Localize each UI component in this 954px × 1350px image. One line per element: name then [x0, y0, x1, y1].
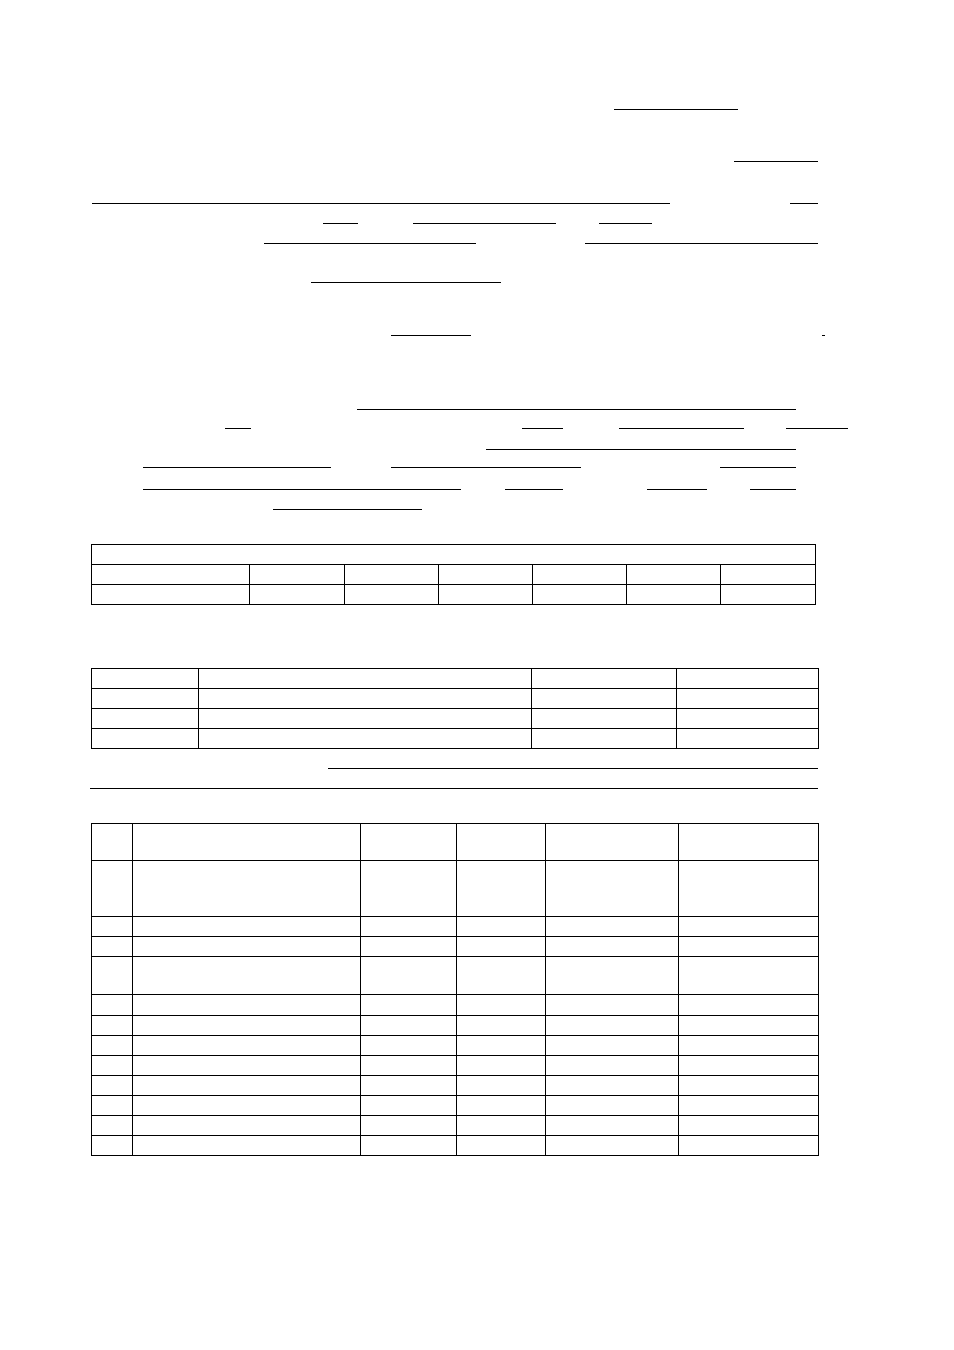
table-cell[interactable]	[679, 1055, 819, 1075]
table-cell[interactable]	[679, 1115, 819, 1135]
form-field-blank[interactable]	[143, 489, 461, 490]
form-field-blank[interactable]	[413, 223, 556, 224]
table-cell[interactable]	[361, 1095, 457, 1115]
table-cell[interactable]	[361, 957, 457, 995]
table-cell[interactable]	[361, 1055, 457, 1075]
form-field-blank[interactable]	[790, 203, 818, 204]
table-cell[interactable]	[457, 957, 546, 995]
table-cell[interactable]	[250, 565, 345, 585]
table-cell[interactable]	[627, 585, 721, 605]
table-cell[interactable]	[361, 861, 457, 917]
table-cell[interactable]	[546, 937, 679, 957]
form-field-blank[interactable]	[585, 243, 818, 244]
table-cell[interactable]	[546, 861, 679, 917]
table-cell[interactable]	[133, 1075, 361, 1095]
form-field-blank[interactable]	[734, 161, 818, 162]
form-field-blank[interactable]	[599, 223, 652, 224]
form-field-blank[interactable]	[647, 489, 707, 490]
table-cell[interactable]	[457, 1075, 546, 1095]
table-cell[interactable]	[439, 585, 533, 605]
table-row	[92, 709, 819, 729]
table-cell[interactable]	[92, 1135, 133, 1155]
table-row	[92, 585, 816, 605]
form-field-blank[interactable]	[391, 467, 581, 468]
table-cell[interactable]	[345, 585, 439, 605]
form-field-blank[interactable]	[391, 335, 471, 336]
table-title-row	[92, 545, 816, 565]
table-cell[interactable]	[532, 669, 677, 689]
form-field-blank[interactable]	[486, 449, 796, 450]
table-row	[92, 1095, 819, 1115]
table-cell[interactable]	[133, 1095, 361, 1115]
table-row	[92, 917, 819, 937]
table-cell[interactable]	[199, 669, 532, 689]
table-cell[interactable]	[199, 729, 532, 749]
table-cell[interactable]	[677, 709, 819, 729]
table-cell[interactable]	[457, 1095, 546, 1115]
form-field-blank[interactable]	[225, 428, 251, 429]
table-cell[interactable]	[546, 1015, 679, 1035]
table-cell[interactable]	[133, 861, 361, 917]
table-cell[interactable]	[457, 861, 546, 917]
table-cell[interactable]	[677, 669, 819, 689]
form-field-blank[interactable]	[328, 768, 818, 769]
table-cell[interactable]	[546, 1075, 679, 1095]
table-cell[interactable]	[721, 585, 816, 605]
table-row	[92, 565, 816, 585]
table-row	[92, 995, 819, 1015]
table-cell[interactable]	[92, 1075, 133, 1095]
table-cell[interactable]	[679, 861, 819, 917]
table-cell[interactable]	[533, 585, 627, 605]
form-field-blank[interactable]	[505, 489, 563, 490]
table-cell[interactable]	[92, 689, 199, 709]
table-cell[interactable]	[133, 937, 361, 957]
table-cell[interactable]	[92, 565, 250, 585]
table-cell[interactable]	[199, 689, 532, 709]
table-header-row	[92, 824, 819, 861]
form-field-blank[interactable]	[273, 509, 422, 510]
table-row	[92, 1075, 819, 1095]
table-cell[interactable]	[133, 917, 361, 937]
table-row	[92, 729, 819, 749]
table-row	[92, 1015, 819, 1035]
table-cell[interactable]	[679, 824, 819, 861]
form-field-blank[interactable]	[720, 467, 796, 468]
table-cell[interactable]	[679, 995, 819, 1015]
table-cell[interactable]	[92, 545, 816, 565]
table-cell[interactable]	[92, 729, 199, 749]
form-field-blank[interactable]	[750, 489, 796, 490]
table-cell[interactable]	[92, 1115, 133, 1135]
table-cell[interactable]	[92, 957, 133, 995]
table-cell[interactable]	[345, 565, 439, 585]
table-cell[interactable]	[92, 824, 133, 861]
table-cell[interactable]	[533, 565, 627, 585]
table-row	[92, 861, 819, 917]
form-field-blank[interactable]	[786, 428, 848, 429]
table-cell[interactable]	[457, 995, 546, 1015]
table-row	[92, 957, 819, 995]
table-row	[92, 1055, 819, 1075]
table-cell[interactable]	[92, 917, 133, 937]
table-cell[interactable]	[133, 1015, 361, 1035]
table-cell[interactable]	[546, 1135, 679, 1155]
table-cell[interactable]	[133, 1115, 361, 1135]
details-table	[91, 668, 819, 749]
table-row	[92, 689, 819, 709]
table-cell[interactable]	[361, 824, 457, 861]
table-cell[interactable]	[361, 1115, 457, 1135]
table-cell[interactable]	[546, 995, 679, 1015]
form-field-blank[interactable]	[92, 203, 670, 204]
table-cell[interactable]	[92, 1095, 133, 1115]
form-field-blank[interactable]	[614, 109, 738, 110]
table-cell[interactable]	[679, 1095, 819, 1115]
section-divider	[90, 788, 818, 789]
table-cell[interactable]	[92, 1035, 133, 1055]
table-cell[interactable]	[546, 957, 679, 995]
table-row	[92, 937, 819, 957]
table-row	[92, 1135, 819, 1155]
table-cell[interactable]	[546, 824, 679, 861]
table-cell[interactable]	[546, 1055, 679, 1075]
table-row	[92, 1035, 819, 1055]
items-table	[91, 823, 819, 1156]
table-cell[interactable]	[457, 917, 546, 937]
table-cell[interactable]	[679, 1135, 819, 1155]
table-cell[interactable]	[679, 1015, 819, 1035]
table-cell[interactable]	[677, 689, 819, 709]
table-cell[interactable]	[546, 1035, 679, 1055]
form-field-blank[interactable]	[264, 243, 476, 244]
period-mark	[822, 335, 825, 336]
form-field-blank[interactable]	[619, 428, 744, 429]
table-cell[interactable]	[361, 917, 457, 937]
table-cell[interactable]	[457, 1055, 546, 1075]
form-field-blank[interactable]	[143, 467, 331, 468]
table-cell[interactable]	[361, 1135, 457, 1155]
table-cell[interactable]	[361, 995, 457, 1015]
form-field-blank[interactable]	[522, 428, 563, 429]
table-cell[interactable]	[250, 585, 345, 605]
table-cell[interactable]	[92, 585, 250, 605]
form-field-blank[interactable]	[323, 223, 358, 224]
table-cell[interactable]	[457, 1115, 546, 1135]
table-cell[interactable]	[546, 917, 679, 937]
table-cell[interactable]	[532, 709, 677, 729]
table-cell[interactable]	[679, 1075, 819, 1095]
table-cell[interactable]	[361, 1035, 457, 1055]
table-cell[interactable]	[439, 565, 533, 585]
table-cell[interactable]	[92, 709, 199, 729]
table-cell[interactable]	[133, 957, 361, 995]
table-cell[interactable]	[457, 937, 546, 957]
table-cell[interactable]	[679, 1035, 819, 1055]
table-cell[interactable]	[92, 1015, 133, 1035]
table-cell[interactable]	[361, 937, 457, 957]
table-cell[interactable]	[457, 1135, 546, 1155]
table-cell[interactable]	[133, 1055, 361, 1075]
table-cell[interactable]	[677, 729, 819, 749]
table-cell[interactable]	[546, 1115, 679, 1135]
summary-table	[91, 544, 816, 605]
table-cell[interactable]	[532, 689, 677, 709]
table-cell[interactable]	[92, 669, 199, 689]
table-cell[interactable]	[92, 937, 133, 957]
table-cell[interactable]	[133, 995, 361, 1015]
table-cell[interactable]	[92, 861, 133, 917]
table-cell[interactable]	[532, 729, 677, 749]
table-cell[interactable]	[92, 995, 133, 1015]
table-cell[interactable]	[679, 957, 819, 995]
table-cell[interactable]	[457, 1015, 546, 1035]
table-cell[interactable]	[361, 1015, 457, 1035]
table-cell[interactable]	[133, 1035, 361, 1055]
table-cell[interactable]	[679, 937, 819, 957]
table-cell[interactable]	[457, 824, 546, 861]
table-cell[interactable]	[546, 1095, 679, 1115]
form-field-blank[interactable]	[311, 282, 501, 283]
table-cell[interactable]	[199, 709, 532, 729]
table-cell[interactable]	[627, 565, 721, 585]
table-cell[interactable]	[721, 565, 816, 585]
table-cell[interactable]	[92, 1055, 133, 1075]
table-cell[interactable]	[361, 1075, 457, 1095]
table-cell[interactable]	[457, 1035, 546, 1055]
table-cell[interactable]	[133, 824, 361, 861]
table-row	[92, 1115, 819, 1135]
table-cell[interactable]	[133, 1135, 361, 1155]
table-row	[92, 669, 819, 689]
table-cell[interactable]	[679, 917, 819, 937]
form-field-blank[interactable]	[357, 409, 796, 410]
